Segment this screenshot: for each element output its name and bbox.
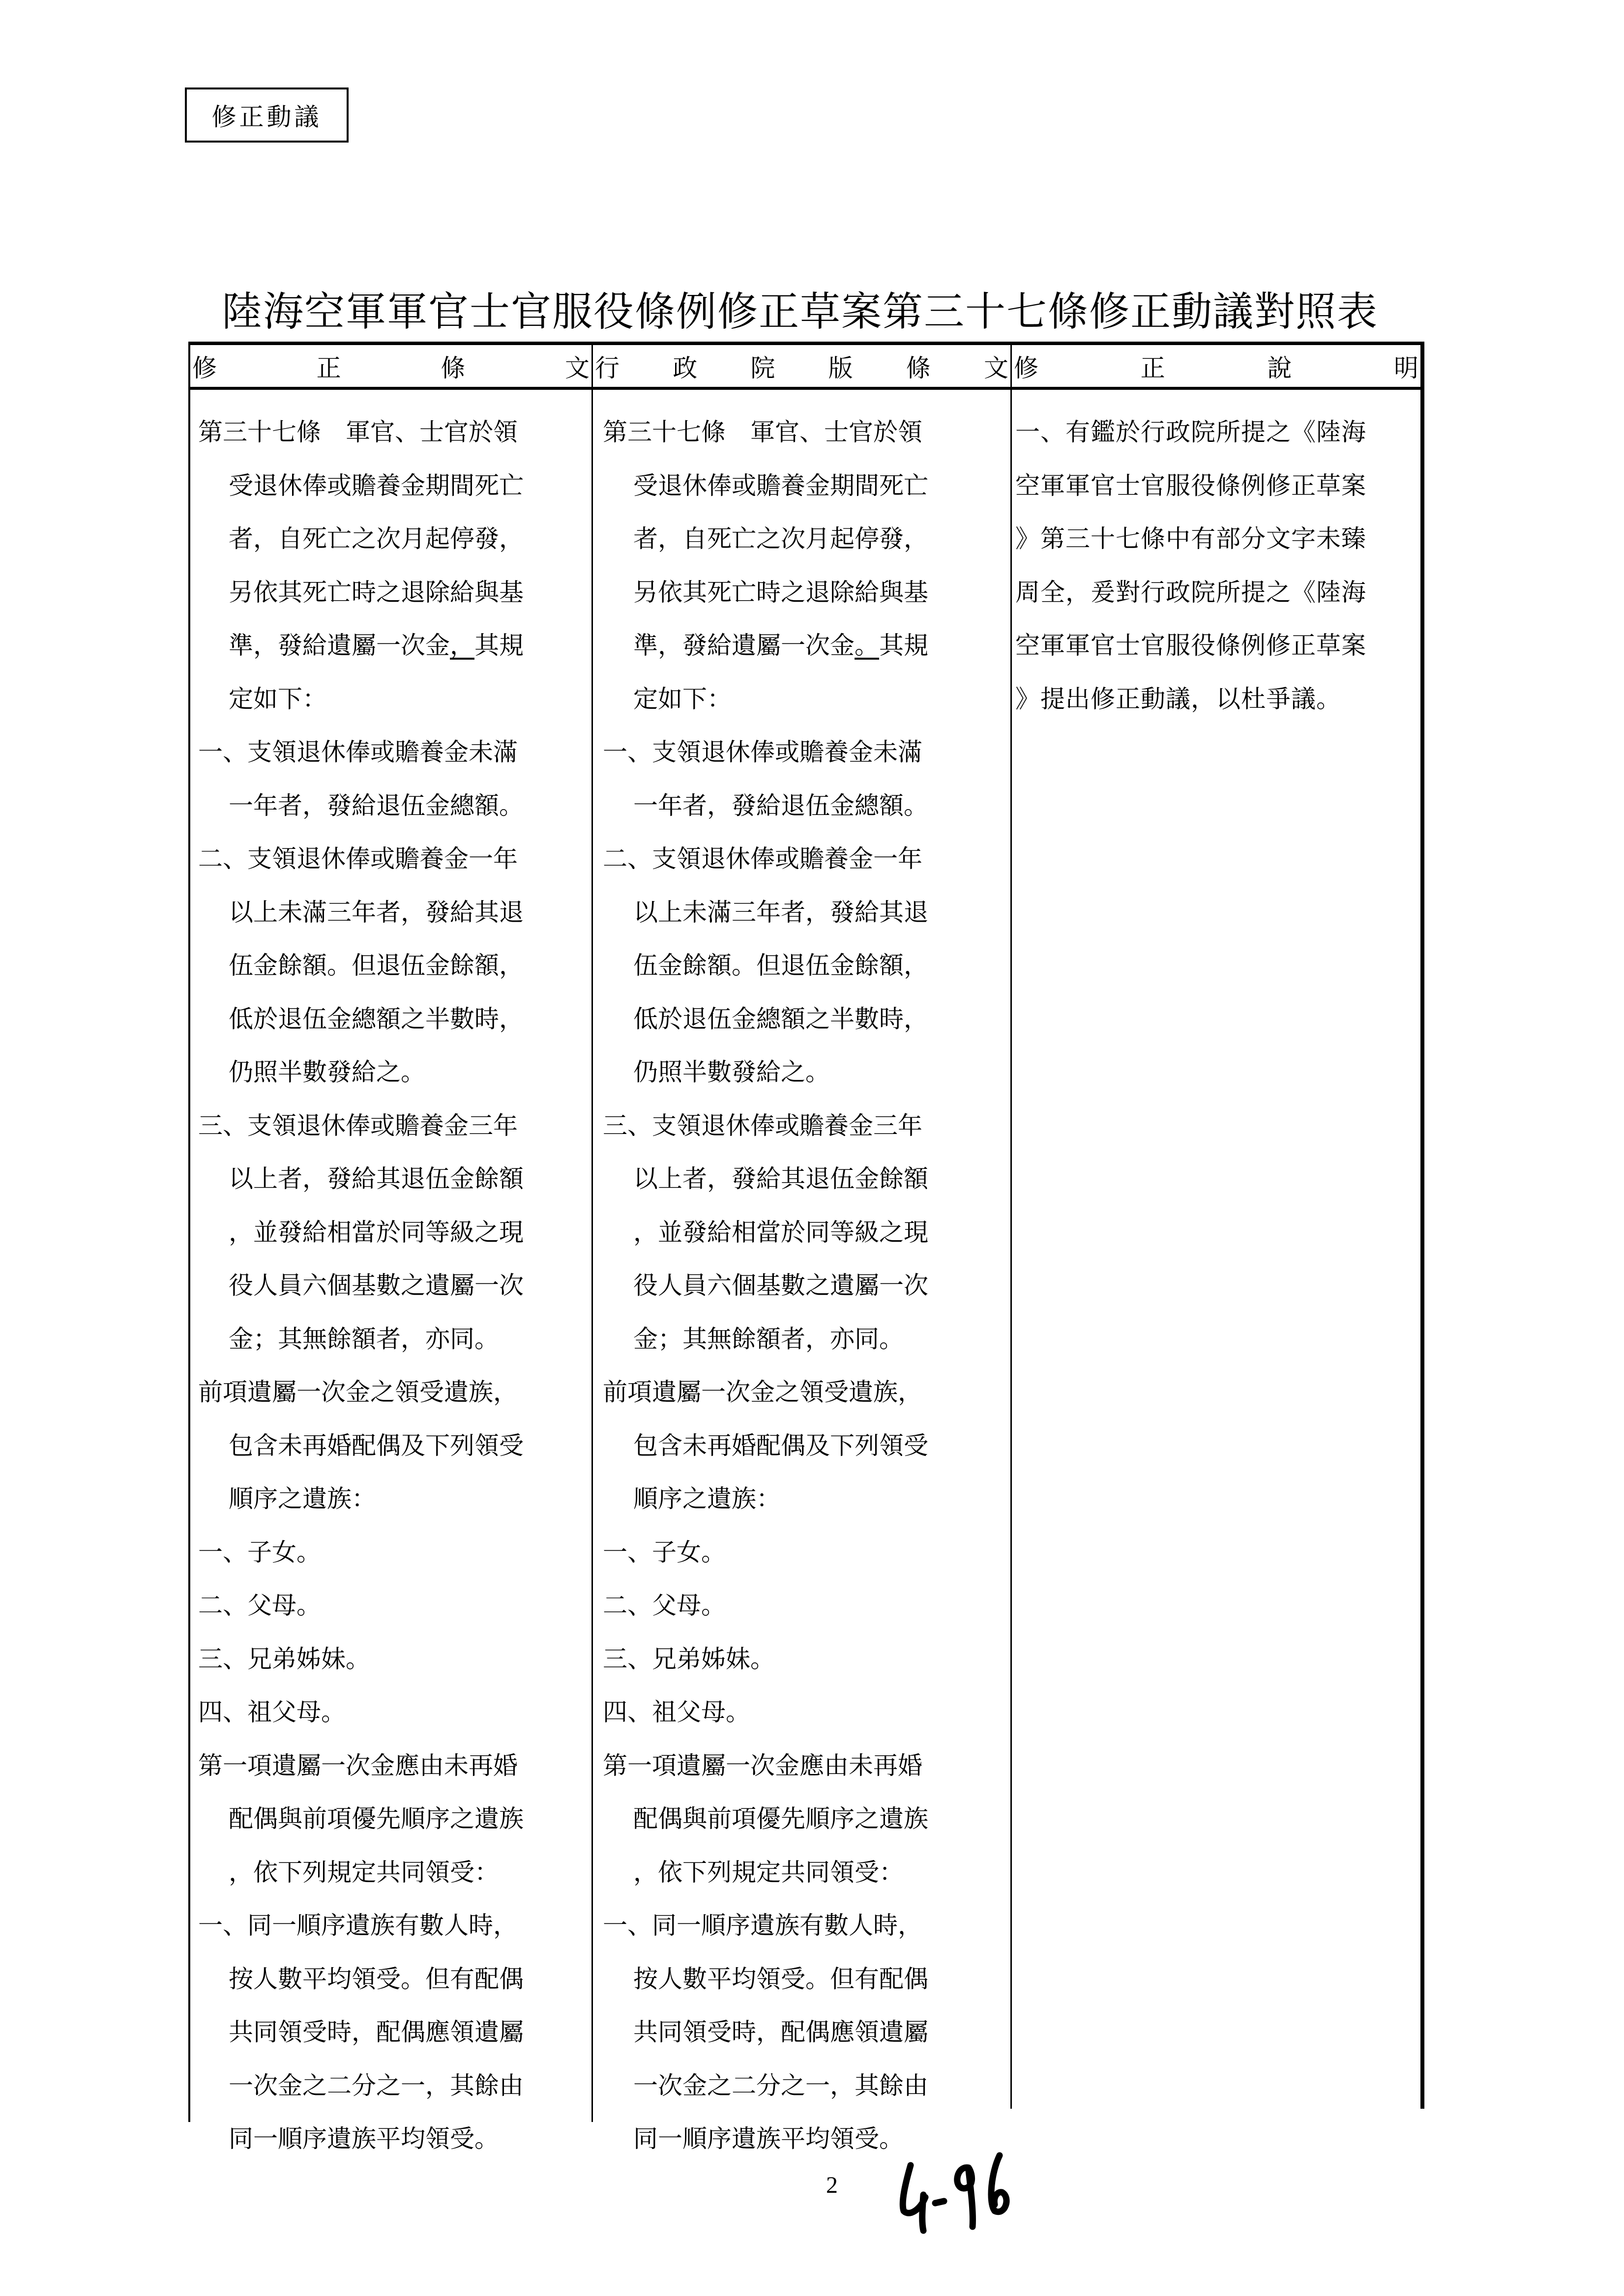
text-line: 定如下： <box>633 684 732 713</box>
header-char: 修 <box>1014 353 1038 382</box>
text-line: 以上未滿三年者，發給其退 <box>633 898 928 927</box>
column-divider-2 <box>1010 342 1012 2109</box>
explanation-line: 空軍軍官士官服役條例修正草案 <box>1015 631 1366 660</box>
text-line: 二、父母。 <box>198 1591 321 1620</box>
text-line: 第三十七條 軍官、士官於領 <box>198 418 518 446</box>
text-segment: 準，發給遺屬一次金 <box>229 631 450 660</box>
text-line: 四、祖父母。 <box>198 1698 346 1726</box>
text-line: 同一順序遺族平均領受。 <box>229 2124 499 2153</box>
text-line: 包含未再婚配偶及下列領受 <box>229 1431 524 1460</box>
explanation-line: 空軍軍官士官服役條例修正草案 <box>1015 471 1366 500</box>
text-line: 包含未再婚配偶及下列領受 <box>633 1431 928 1460</box>
document-tag-label: 修正動議 <box>211 103 322 131</box>
table-header-divider <box>188 387 1424 390</box>
text-line: ，並發給相當於同等級之現 <box>633 1218 928 1247</box>
header-char: 政 <box>673 353 698 382</box>
header-char: 正 <box>1140 353 1165 382</box>
explanation-line: 周全，爰對行政院所提之《陸海 <box>1015 578 1366 607</box>
text-segment: 準，發給遺屬一次金 <box>633 631 855 660</box>
header-char: 說 <box>1267 353 1292 382</box>
text-segment: 其規 <box>879 631 928 660</box>
text-line: 四、祖父母。 <box>603 1698 750 1726</box>
text-line: 一年者，發給退伍金總額。 <box>633 791 928 820</box>
text-line: 低於退伍金總額之半數時， <box>633 1004 928 1033</box>
text-line: 仍照半數發給之。 <box>633 1058 830 1086</box>
text-line: 仍照半數發給之。 <box>229 1058 425 1086</box>
table-right-border <box>1420 342 1424 2109</box>
text-line: 金；其無餘額者，亦同。 <box>633 1324 904 1353</box>
text-line: ，依下列規定共同領受： <box>633 1858 904 1887</box>
text-line: 三、兄弟姊妹。 <box>603 1644 775 1673</box>
text-line: 共同領受時，配偶應領遺屬 <box>633 2018 928 2046</box>
table-top-border <box>188 342 1424 345</box>
text-line: 前項遺屬一次金之領受遺族， <box>603 1378 922 1406</box>
text-line: 受退休俸或贍養金期間死亡 <box>229 471 524 500</box>
header-executive-yuan-text <box>593 345 1010 387</box>
explanation-line: 》提出修正動議，以杜爭議。 <box>1015 684 1341 713</box>
text-line: 二、支領退休俸或贍養金一年 <box>603 844 922 873</box>
underlined-punctuation: 。 <box>855 631 879 660</box>
text-line: 配偶與前項優先順序之遺族 <box>229 1804 524 1833</box>
text-line: ，依下列規定共同領受： <box>229 1858 499 1887</box>
text-line: 一次金之二分之一，其餘由 <box>633 2071 928 2100</box>
header-amendment-explanation <box>1012 345 1420 387</box>
text-line: 按人數平均領受。但有配偶 <box>229 1964 524 1993</box>
header-char: 院 <box>750 353 775 382</box>
header-char: 文 <box>983 353 1008 382</box>
text-line: 一年者，發給退伍金總額。 <box>229 791 524 820</box>
text-line: 二、支領退休俸或贍養金一年 <box>198 844 518 873</box>
header-char: 條 <box>906 353 931 382</box>
text-line: 同一順序遺族平均領受。 <box>633 2124 904 2153</box>
text-line: 另依其死亡時之退除給與基 <box>229 578 524 607</box>
header-char: 版 <box>828 353 853 382</box>
text-line <box>603 619 1006 672</box>
text-line: 第一項遺屬一次金應由未再婚 <box>198 1751 518 1780</box>
text-line: 者，自死亡之次月起停發， <box>633 524 928 553</box>
text-line: 以上未滿三年者，發給其退 <box>229 898 524 927</box>
header-char: 修 <box>192 353 217 382</box>
explanation-line: 》第三十七條中有部分文字未臻 <box>1015 524 1366 553</box>
header-char: 明 <box>1393 353 1418 382</box>
text-line: 第三十七條 軍官、士官於領 <box>603 418 922 446</box>
text-line: 定如下： <box>229 684 327 713</box>
column-executive-yuan-text <box>603 406 1006 2166</box>
underlined-punctuation: ， <box>450 631 474 660</box>
text-line: 順序之遺族： <box>229 1484 376 1513</box>
comparison-table <box>188 342 1424 2153</box>
header-char: 文 <box>564 353 590 382</box>
text-line: 按人數平均領受。但有配偶 <box>633 1964 928 1993</box>
text-line: 配偶與前項優先順序之遺族 <box>633 1804 928 1833</box>
header-char: 條 <box>441 353 466 382</box>
page-title: 陸海空軍軍官士官服役條例修正草案第三十七條修正動議對照表 <box>221 289 1378 335</box>
text-line: 以上者，發給其退伍金餘額 <box>229 1164 524 1193</box>
text-line: 第一項遺屬一次金應由未再婚 <box>603 1751 922 1780</box>
text-line <box>198 619 587 672</box>
header-char: 行 <box>595 353 620 382</box>
text-line: 三、支領退休俸或贍養金三年 <box>198 1111 518 1140</box>
column-amendment-explanation <box>1015 406 1418 726</box>
text-line: 者，自死亡之次月起停發， <box>229 524 524 553</box>
text-line: 受退休俸或贍養金期間死亡 <box>633 471 928 500</box>
page-number: 2 <box>826 2172 838 2198</box>
text-line: 一、同一順序遺族有數人時， <box>603 1911 922 1940</box>
header-char: 正 <box>316 353 341 382</box>
column-amended-text <box>198 406 587 2166</box>
text-line: 共同領受時，配偶應領遺屬 <box>229 2018 524 2046</box>
text-line: 以上者，發給其退伍金餘額 <box>633 1164 928 1193</box>
text-line: 一次金之二分之一，其餘由 <box>229 2071 524 2100</box>
handwritten-page-note <box>895 2148 1023 2237</box>
text-line: 前項遺屬一次金之領受遺族， <box>198 1378 518 1406</box>
text-line: 低於退伍金總額之半數時， <box>229 1004 524 1033</box>
text-line: 伍金餘額。但退伍金餘額， <box>633 951 928 980</box>
text-segment: 其規 <box>474 631 524 660</box>
text-line: 一、支領退休俸或贍養金未滿 <box>603 738 922 766</box>
text-line: 三、支領退休俸或贍養金三年 <box>603 1111 922 1140</box>
text-line: 一、支領退休俸或贍養金未滿 <box>198 738 518 766</box>
text-line: 二、父母。 <box>603 1591 726 1620</box>
text-line: 金；其無餘額者，亦同。 <box>229 1324 499 1353</box>
text-line: ，並發給相當於同等級之現 <box>229 1218 524 1247</box>
text-line: 役人員六個基數之遺屬一次 <box>633 1271 928 1300</box>
explanation-line: 一、有鑑於行政院所提之《陸海 <box>1015 418 1366 446</box>
document-tag-box <box>185 87 349 143</box>
table-left-border <box>188 342 190 2122</box>
text-line: 一、子女。 <box>198 1538 321 1567</box>
column-divider-1 <box>591 342 593 2122</box>
text-line: 一、子女。 <box>603 1538 726 1567</box>
text-line: 順序之遺族： <box>633 1484 781 1513</box>
text-line: 伍金餘額。但退伍金餘額， <box>229 951 524 980</box>
text-line: 三、兄弟姊妹。 <box>198 1644 370 1673</box>
text-line: 另依其死亡時之退除給與基 <box>633 578 928 607</box>
text-line: 一、同一順序遺族有數人時， <box>198 1911 518 1940</box>
header-amended-text <box>190 345 591 387</box>
text-line: 役人員六個基數之遺屬一次 <box>229 1271 524 1300</box>
